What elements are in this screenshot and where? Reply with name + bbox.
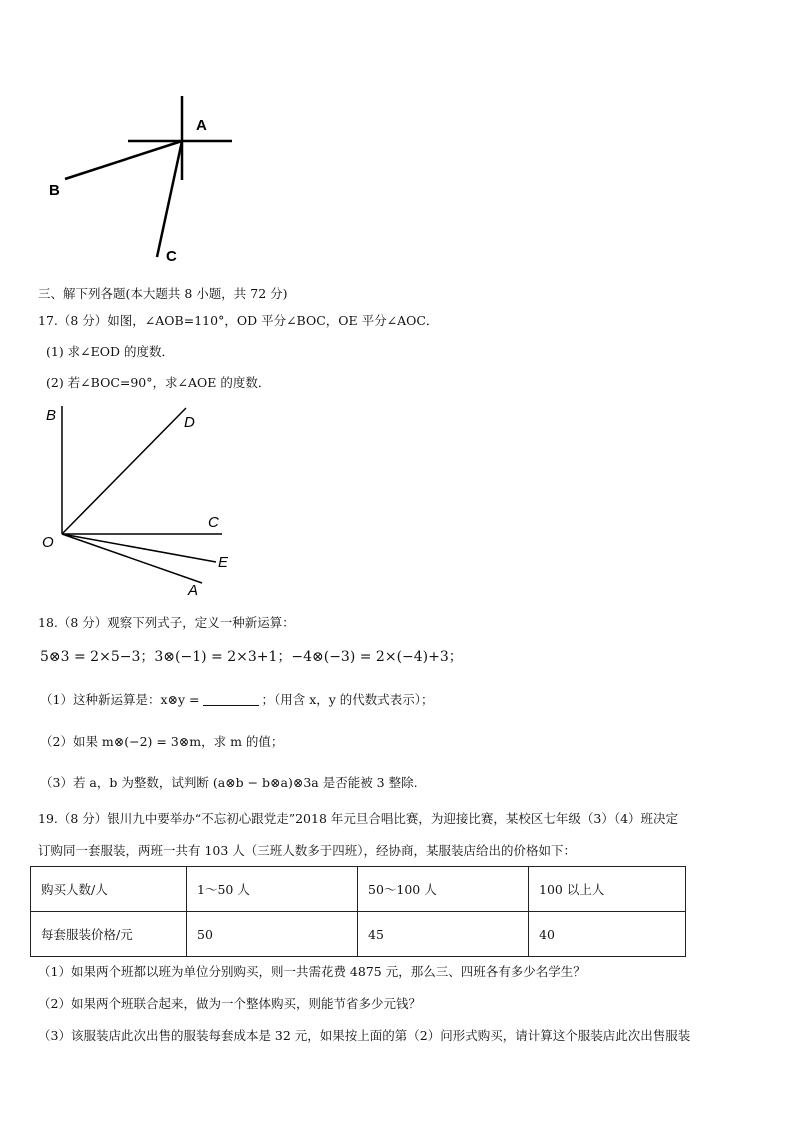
table-cell: 50 [187,912,358,957]
q17-stem: 17.（8 分）如图，∠AOB=110°，OD 平分∠BOC，OE 平分∠AOC． [38,313,439,328]
table-cell: 1～50 人 [187,867,358,912]
answer-blank [203,693,259,706]
q18-part1-prefix: （1）这种新运算是：x⊗y = [40,692,200,707]
label-a: A [188,582,199,599]
label-e: E [218,554,229,571]
q17-part2: (2) 若∠BOC=90°，求∠AOE 的度数． [46,375,271,390]
q18-examples: 5⊗3 = 2×5−3；3⊗(−1) = 2×3+1；−4⊗(−3) = 2×(−4)+3； [40,649,463,665]
table-cell: 每套服装价格/元 [31,912,187,957]
table-cell: 购买人数/人 [31,867,187,912]
ray-oa [62,534,202,583]
label-b: B [46,407,57,424]
q18-part1-suffix: ；（用含 x，y 的代数式表示）； [261,692,434,707]
ray-c [157,141,182,257]
ray-b [65,141,182,179]
label-o: O [42,534,54,551]
table-header-row [31,867,686,912]
q18-stem: 18.（8 分）观察下列式子，定义一种新运算： [38,615,295,630]
table-row [31,912,686,957]
label-a: A [196,117,207,134]
q19-line2: 订购同一套服装，两班一共有 103 人（三班人数多于四班），经协商，某服装店给出的价格如下： [38,843,577,858]
ray-oe [62,534,216,562]
q18-part1 [40,692,434,708]
table-cell: 45 [358,912,529,957]
label-c: C [166,248,177,265]
q19-line1: 19.（8 分）银川九中要举办“不忘初心跟党走”2018 年元旦合唱比赛，为迎接比赛，某校区七年级（3）（4）班决定 [38,811,679,826]
table-cell: 100 以上人 [529,867,686,912]
section-title: 三、解下列各题(本大题共 8 小题，共 72 分) [38,286,288,301]
figure-abc [0,0,260,270]
figure-angle-aob [0,400,260,600]
q18-part2: （2）如果 m⊗(−2) = 3⊗m，求 m 的值； [40,734,284,749]
q19-part1: （1）如果两个班都以班为单位分别购买，则一共需花费 4875 元，那么三、四班各有多少名学生？ [38,964,586,979]
ray-od [62,408,186,534]
price-table [30,866,686,957]
label-d: D [184,414,195,431]
table-cell: 40 [529,912,686,957]
q17-part1: (1) 求∠EOD 的度数． [46,344,175,359]
q18-part3: （3）若 a，b 为整数，试判断 (a⊗b − b⊗a)⊗3a 是否能被 3 整除. [40,775,418,790]
table-cell: 50～100 人 [358,867,529,912]
label-b: B [49,182,60,199]
label-c: C [208,514,219,531]
q19-part3: （3）该服装店此次出售的服装每套成本是 32 元，如果按上面的第（2）问形式购买，请计算这个服装店此次出售服装 [38,1028,691,1043]
q19-part2: （2）如果两个班联合起来，做为一个整体购买，则能节省多少元钱？ [38,996,421,1011]
